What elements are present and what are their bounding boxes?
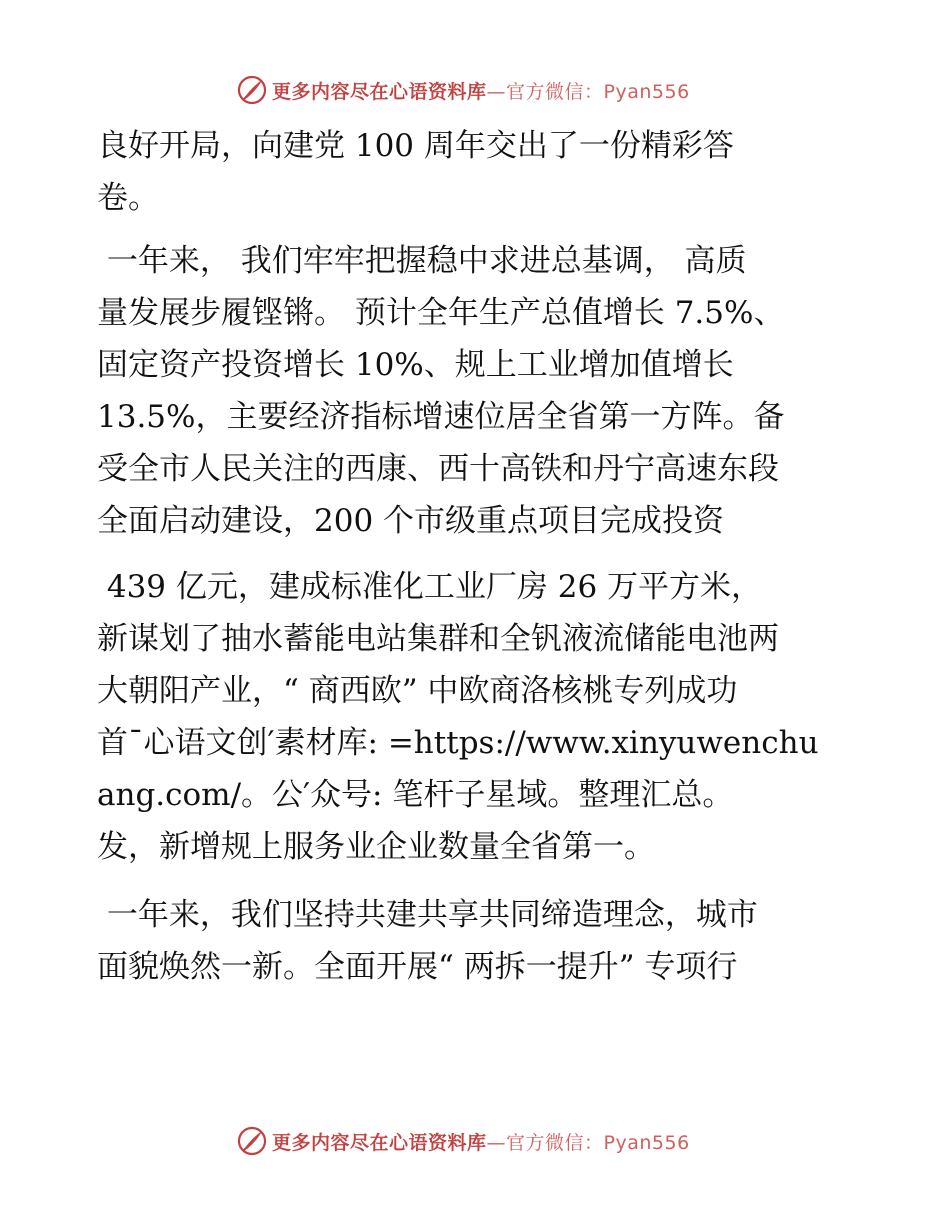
quill-logo-icon	[236, 74, 268, 106]
paragraph	[97, 235, 877, 547]
text-line: 量发展步履铿锵。 预计全年生产总值增长 7.5%、	[97, 295, 785, 331]
banner-text	[272, 77, 690, 104]
text-line: 发，新增规上服务业企业数量全省第一。	[97, 829, 655, 865]
text-line: ang.com/。公′众号: 笔杆子星域。整理汇总。	[97, 777, 734, 813]
banner-contact-text: —官方微信：Pyan556	[486, 1131, 690, 1154]
header-banner	[236, 73, 690, 107]
banner-lead-text: 更多内容尽在心语资料库	[272, 80, 487, 103]
document-body	[97, 120, 877, 993]
banner-lead-text: 更多内容尽在心语资料库	[272, 1131, 487, 1154]
paragraph	[97, 561, 877, 873]
text-line: 固定资产投资增长 10%、规上工业增加值增长	[97, 347, 734, 383]
text-line: 受全市人民关注的西康、西十高铁和丹宁高速东段	[97, 451, 779, 487]
text-line: 一年来， 我们牢牢把握稳中求进总基调， 高质	[97, 243, 747, 279]
paragraph	[97, 120, 877, 224]
paragraph	[97, 889, 877, 993]
text-line: 良好开局，向建党 100 周年交出了一份精彩答	[97, 128, 734, 164]
text-line: 首¯心语文创′素材库: =https://www.xinyuwenchu	[97, 725, 819, 761]
text-line: 一年来，我们坚持共建共享共同缔造理念，城市	[97, 897, 758, 933]
quill-logo-icon	[236, 1125, 268, 1157]
banner-text	[272, 1128, 690, 1155]
text-line: 439 亿元，建成标准化工业厂房 26 万平方米，	[97, 569, 763, 605]
text-line: 卷。	[97, 180, 159, 216]
text-line: 大朝阳产业，“ 商西欧” 中欧商洛核桃专列成功	[97, 673, 738, 709]
footer-banner	[236, 1124, 690, 1158]
banner-contact-text: —官方微信：Pyan556	[486, 80, 690, 103]
text-line: 面貌焕然一新。全面开展“ 两拆一提升” 专项行	[97, 949, 738, 985]
text-line: 13.5%，主要经济指标增速位居全省第一方阵。备	[97, 399, 785, 435]
text-line: 新谋划了抽水蓄能电站集群和全钒液流储能电池两	[97, 621, 779, 657]
text-line: 全面启动建设，200 个市级重点项目完成投资	[97, 503, 725, 539]
